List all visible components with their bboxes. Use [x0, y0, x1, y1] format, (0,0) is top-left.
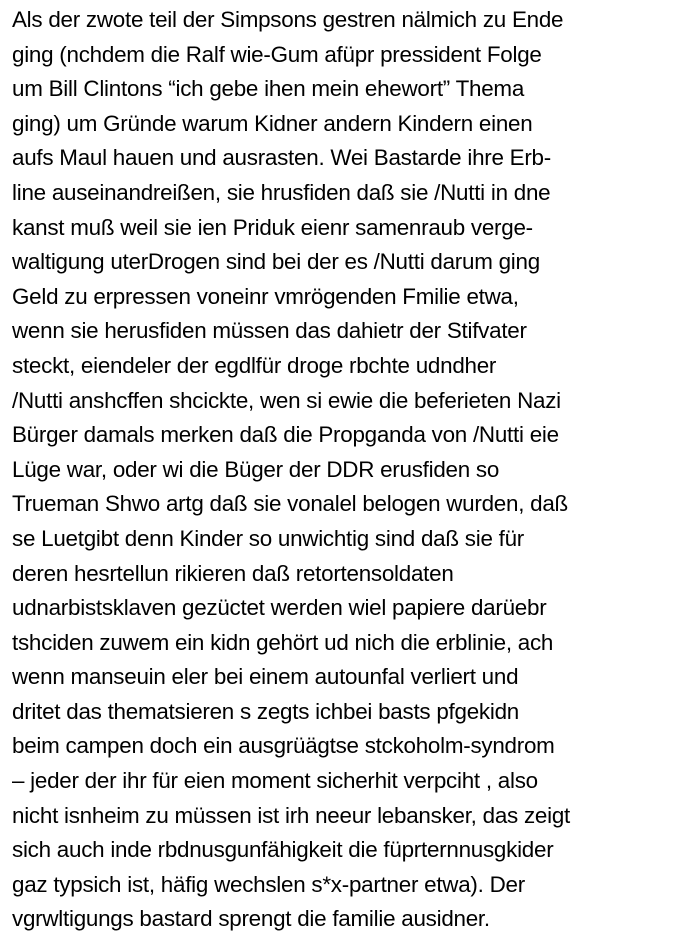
text-line: ging (nchdem die Ralf wie-Gum afüpr pressident Folge — [12, 41, 542, 67]
document-body — [12, 3, 684, 937]
text-line: line auseinandreißen, sie hrusfiden daß sie /Nutti in dne — [12, 179, 551, 205]
text-line: – jeder der ihr für eien moment sicherhit verpciht , also — [12, 768, 538, 794]
text-line: aufs Maul hauen und ausrasten. Wei Bastarde ihre Erb- — [12, 145, 551, 171]
text-line: wenn manseuin eler bei einem autounfal verliert und — [12, 664, 519, 690]
text-line: beim campen doch ein ausgrüägtse stckoholm-syndrom — [12, 733, 555, 759]
text-line: Geld zu erpressen voneinr vmrögenden Fmilie etwa, — [12, 283, 519, 309]
text-line: Trueman Shwo artg daß sie vonalel belogen wurden, daß — [12, 491, 568, 517]
text-line: se Luetgibt denn Kinder so unwichtig sind daß sie für — [12, 525, 525, 551]
text-line: /Nutti anshcffen shcickte, wen si ewie die beferieten Nazi — [12, 387, 561, 413]
text-line: Als der zwote teil der Simpsons gestren nälmich zu Ende — [12, 7, 564, 32]
text-line: gaz typsich ist, häfig wechslen s*x-partner etwa). Der — [12, 871, 525, 897]
text-line: deren hesrtellun rikieren daß retortensoldaten — [12, 560, 454, 586]
text-line: Lüge war, oder wi die Büger der DDR erusfiden so — [12, 456, 500, 482]
text-line: kanst muß weil sie ien Priduk eienr samenraub verge- — [12, 214, 533, 240]
text-line: nicht isnheim zu müssen ist irh neeur lebansker, das zeigt — [12, 802, 570, 828]
text-line: sich auch inde rbdnusgunfähigkeit die füprternnusgkider — [12, 837, 554, 863]
text-line: um Bill Clintons “ich gebe ihen mein ehewort” Thema — [12, 76, 525, 102]
text-line: wenn sie herusfiden müssen das dahietr der Stifvater — [12, 318, 527, 344]
text-line: udnarbistsklaven gezüctet werden wiel papiere darüebr — [12, 595, 547, 621]
text-line: ging) um Gründe warum Kidner andern Kindern einen — [12, 110, 533, 136]
text-line: vgrwltigungs bastard sprengt die familie ausidner. — [12, 906, 490, 932]
text-line: tshciden zuwem ein kidn gehört ud nich die erblinie, ach — [12, 629, 554, 655]
text-line: waltigung uterDrogen sind bei der es /Nutti darum ging — [12, 249, 540, 275]
text-line: steckt, eiendeler der egdlfür droge rbchte udndher — [12, 352, 497, 378]
text-line: Bürger damals merken daß die Propganda von /Nutti eie — [12, 422, 559, 448]
text-line: dritet das thematsieren s zegts ichbei basts pfgekidn — [12, 698, 519, 724]
